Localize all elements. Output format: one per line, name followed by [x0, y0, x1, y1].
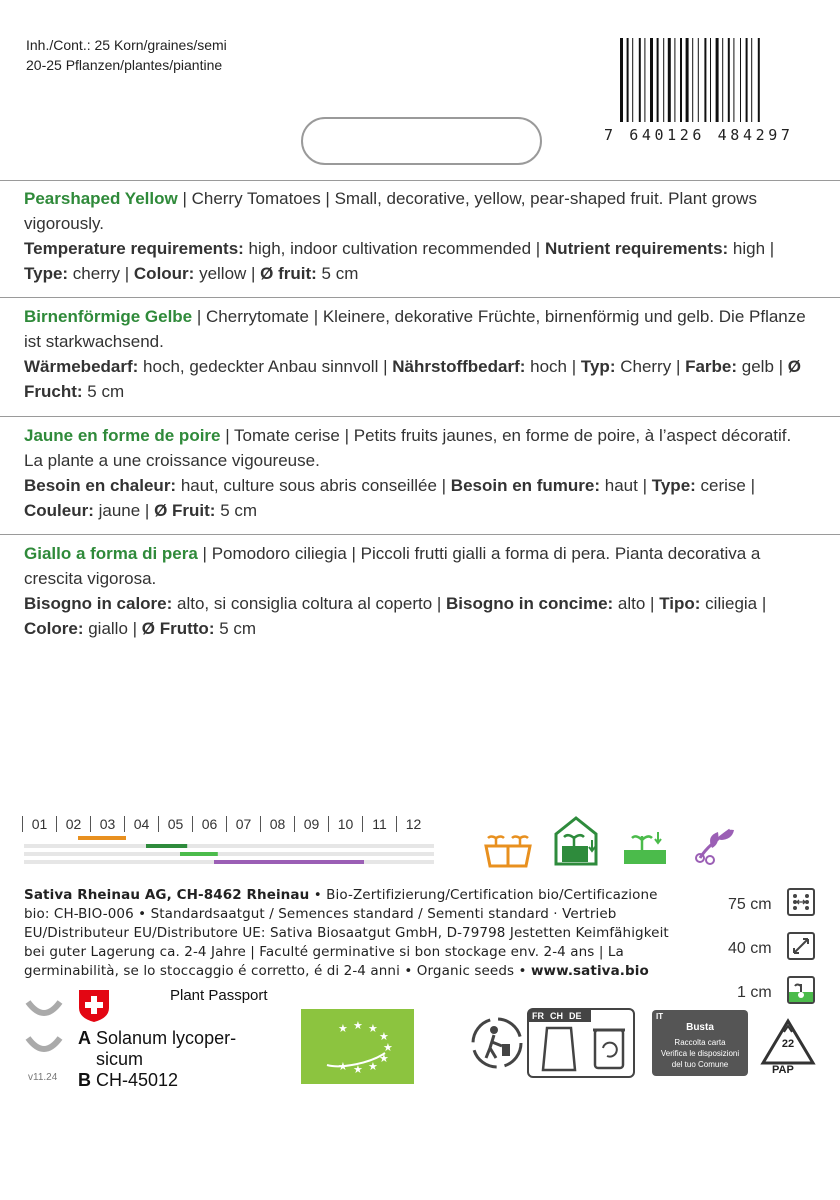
barcode-bar: [644, 38, 645, 122]
description-german: Birnenförmige Gelbe | Cherrytomate | Kleinere, dekorative Früchte, birnenförmig und gelb. Die Pflanze ist starkwachsend. Wärmebedarf: hoch, gedeckter Anbau sinnvoll | Nährstoffbedarf: hoch | Typ: Cherry | Farbe: gelb | Ø Frucht: 5 cm: [24, 307, 806, 401]
barcode-bar: [686, 38, 689, 122]
calendar-period-bar: [146, 844, 187, 848]
barcode-bar: [692, 38, 693, 122]
pots-icon: [482, 826, 534, 868]
star-icon: ★: [378, 1052, 389, 1065]
barcode-number: 7 640126 484297: [604, 126, 794, 144]
calendar-month: 12: [396, 816, 430, 832]
plant-spacing-value: 40 cm: [728, 940, 772, 957]
italian-disposal-label: IT Busta Raccolta carta Verifica le disposizioni del tuo Comune: [652, 1010, 748, 1076]
sowing-depth-icon: [787, 976, 815, 1004]
barcode-bar: [733, 38, 734, 122]
star-icon: ★: [368, 1021, 378, 1035]
calendar-month: 01: [22, 816, 56, 832]
plant-spacing-icon: [787, 932, 815, 960]
variety-name: Giallo a forma di pera: [24, 544, 198, 563]
barcode-bar: [751, 38, 752, 122]
calendar-month: 06: [192, 816, 226, 832]
passport-marks-icon: [24, 998, 64, 1068]
paper-bin-icon: [591, 1024, 627, 1070]
barcode-bar: [728, 38, 730, 122]
calendar-track: [24, 844, 434, 848]
country-codes: FR CH DE: [529, 1010, 591, 1022]
registration-number: CH-45012: [96, 1070, 179, 1090]
calendar-track: [24, 852, 434, 856]
description-italian: Giallo a forma di pera | Pomodoro ciliegia | Piccoli frutti gialli a forma di pera. Pianta decorativa a crescita vigorosa. Bisogno in calore: alto, si consiglia coltura al coperto | Bisogno in concime: alto | Tipo: ciliegia | Colore: giallo | Ø Frutto: 5 cm: [24, 544, 767, 638]
pap-label: PAP: [772, 1064, 794, 1076]
calendar-month: 09: [294, 816, 328, 832]
barcode-bar: [657, 38, 659, 122]
barcode-bar: [632, 38, 633, 122]
contents-plants: 20-25 Pflanzen/plantes/piantine: [26, 57, 223, 73]
company-name: Sativa Rheinau AG, CH-8462 Rheinau: [24, 887, 310, 903]
description-english: Pearshaped Yellow | Cherry Tomatoes | Small, decorative, yellow, pear-shaped fruit. Plant grows vigorously. Temperature requirements: high, indoor cultivation recommended | Nutrient requirements: high | Type: cherry | Colour: yellow | Ø fruit: 5 cm: [24, 189, 775, 283]
calendar-month: 02: [56, 816, 90, 832]
calendar-month: 11: [362, 816, 396, 832]
star-icon: ★: [353, 1019, 363, 1032]
star-icon: ★: [368, 1060, 378, 1074]
variety-name: Birnenförmige Gelbe: [24, 307, 193, 326]
calendar-month: 10: [328, 816, 362, 832]
barcode: [604, 38, 816, 146]
divider: [0, 297, 840, 298]
variety-name: Jaune en forme de poire: [24, 426, 221, 445]
calendar-month: 08: [260, 816, 294, 832]
barcode-bar: [680, 38, 682, 122]
calendar-month: 07: [226, 816, 260, 832]
barcode-bar: [704, 38, 706, 122]
barcode-bar: [716, 38, 719, 122]
recycle-info-box: [527, 1008, 635, 1078]
calendar-period-bar: [180, 852, 218, 856]
swiss-flag-icon: [77, 988, 111, 1024]
barcode-bar: [674, 38, 675, 122]
calendar-month: 04: [124, 816, 158, 832]
website: www.sativa.bio: [530, 963, 649, 979]
greenhouse-icon: [552, 814, 600, 866]
transplant-icon: [622, 826, 668, 866]
star-icon: ★: [338, 1060, 348, 1074]
pap-number: 22: [781, 1038, 795, 1050]
barcode-bar: [650, 38, 653, 122]
package-window: [301, 117, 542, 165]
harvest-icon: [692, 824, 738, 866]
package-contents: [26, 35, 227, 75]
calendar-month: 05: [158, 816, 192, 832]
variety-name: Pearshaped Yellow: [24, 189, 178, 208]
calendar-period-bar: [78, 836, 126, 840]
barcode-bar: [668, 38, 671, 122]
contents-seeds: Inh./Cont.: 25 Korn/graines/semi: [26, 37, 227, 53]
star-icon: ★: [383, 1041, 393, 1054]
barcode-bar: [627, 38, 629, 122]
sowing-depth-value: 1 cm: [737, 984, 772, 1001]
eu-leaf-stars: [301, 1009, 414, 1084]
row-spacing-value: 75 cm: [728, 896, 772, 913]
tidyman-recycle-icon: [470, 1016, 524, 1070]
barcode-bar: [663, 38, 664, 122]
barcode-bar: [758, 38, 760, 122]
passport-details: A Solanum lycoper- sicum B CH-45012: [78, 1028, 237, 1090]
calendar-bars: [24, 834, 434, 874]
botanical-name: Solanum lycoper-: [96, 1028, 237, 1048]
barcode-bar: [710, 38, 711, 122]
divider: [0, 534, 840, 535]
footer-legal-text: Sativa Rheinau AG, CH-8462 Rheinau • Bio-Zertifizierung/Certification bio/Certificazione bio: CH-BIO-006 • Standardsaatgut / Semences standard / Sementi standard · Vertrieb EU/Distributeur EU/Distributore UE: Sativa Biosaatgut GmbH, D-79798 Jestetten Keimfähigkeit bei guter Lagerung ca. 2-4 Jahre | Faculté germinative si bon stockage env. 2-4 ans | La germinabilità, se lo stoccaggio é corretto, é di 2-4 anni • Organic seeds • www.sativa.bio: [24, 887, 669, 979]
barcode-bar: [722, 38, 723, 122]
barcode-bar: [639, 38, 641, 122]
divider: [0, 180, 840, 181]
barcode-bar: [698, 38, 699, 122]
star-icon: ★: [378, 1030, 389, 1043]
calendar-period-bar: [214, 860, 364, 864]
barcode-bar: [620, 38, 623, 122]
row-spacing-icon: [787, 888, 815, 916]
star-icon: ★: [338, 1021, 348, 1035]
version-label: v11.24: [28, 1072, 58, 1083]
barcode-bar: [746, 38, 748, 122]
plant-passport-title: Plant Passport: [170, 987, 268, 1004]
description-french: Jaune en forme de poire | Tomate cerise | Petits fruits jaunes, en forme de poire, à l’aspect décoratif. La plante a une croissance vigoureuse. Besoin en chaleur: haut, culture sous abris conseillée | Besoin en fumure: haut | Type: cerise | Couleur: jaune | Ø Fruit: 5 cm: [24, 426, 792, 520]
star-icon: ★: [353, 1063, 363, 1076]
barcode-bar: [740, 38, 741, 122]
divider: [0, 416, 840, 417]
eu-organic-logo: [301, 1009, 414, 1084]
calendar-month: 03: [90, 816, 124, 832]
paper-bag-icon: [541, 1026, 577, 1072]
calendar-months: [22, 816, 430, 832]
